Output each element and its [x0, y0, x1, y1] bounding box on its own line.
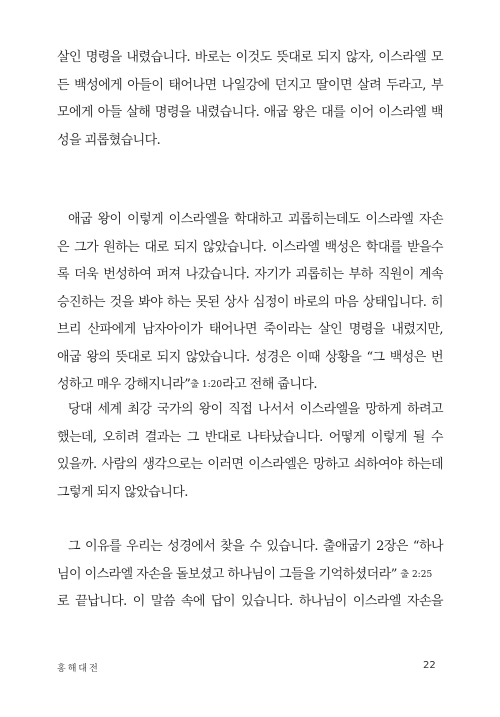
- text-line: 애굽 왕이 이렇게 이스라엘을 학대하고 괴롭히는데도 이스라엘 자손: [68, 212, 443, 227]
- text-line: 승진하는 것을 봐야 하는 못된 상사 심정이 바로의 마음 상태입니다. 히: [57, 294, 443, 310]
- quote-tail: 라고 전해 줍니다.: [222, 377, 317, 392]
- text-line: 든 백성에게 아들이 태어나면 나일강에 던지고 딸이면 살려 두라고, 부: [57, 77, 443, 93]
- text-line: 살인 명령을 내렸습니다. 바로는 이것도 뜻대로 되지 않자, 이스라엘 모: [57, 50, 443, 65]
- text-line: 당대 세계 최강 국가의 왕이 직접 나서서 이스라엘을 망하게 하려고: [68, 402, 443, 417]
- text-line: 록 더욱 번성하여 퍼져 나갔습니다. 자기가 괴롭히는 부하 직원이 계속: [57, 267, 443, 282]
- text-line: 그 이유를 우리는 성경에서 찾을 수 있습니다. 출애굽기 2장은 “하나: [68, 539, 443, 554]
- text-line: 은 그가 원하는 대로 되지 않았습니다. 이스라엘 백성은 학대를 받을수: [57, 239, 443, 255]
- text-line: 했는데, 오히려 결과는 그 반대로 나타났습니다. 어떻게 이렇게 될 수: [57, 429, 443, 445]
- text-line: 모에게 아들 살해 명령을 내렸습니다. 애굽 왕은 대를 이어 이스라엘 백: [57, 105, 443, 120]
- text-line: 애굽 왕의 뜻대로 되지 않았습니다. 성경은 이때 상황을 “그 백성은 번: [57, 349, 443, 365]
- verse-reference: 출 1:20: [190, 380, 223, 390]
- quote-text: 성하고 매우 강해지니라”: [57, 377, 191, 392]
- text-line: [57, 371, 443, 399]
- text-line: 그렇게 되지 않았습니다.: [57, 484, 188, 500]
- text-line: 로 끝납니다. 이 말씀 속에 답이 있습니다. 하나님이 이스라엘 자손을: [57, 594, 443, 609]
- text-line: 있을까. 사람의 생각으로는 이러면 이스라엘은 망하고 쇠하여야 하는데: [57, 457, 443, 472]
- verse-reference: 출 2:25: [400, 569, 433, 580]
- paragraph-1: [57, 44, 443, 154]
- quote-text: 님이 이스라엘 자손을 돌보셨고 하나님이 그들을 기억하셨더라”: [57, 566, 397, 582]
- paragraph-4: [57, 533, 443, 616]
- paragraph-2: [57, 206, 443, 399]
- running-footer-title: 홍해대전: [57, 664, 100, 674]
- paragraph-3: [57, 396, 443, 506]
- text-line: [57, 561, 443, 589]
- page-number: 22: [423, 660, 436, 671]
- text-line: 브리 산파에게 남자아이가 태어나면 죽이라는 살인 명령을 내렸지만,: [57, 322, 443, 337]
- text-line: 성을 괴롭혔습니다.: [57, 132, 161, 148]
